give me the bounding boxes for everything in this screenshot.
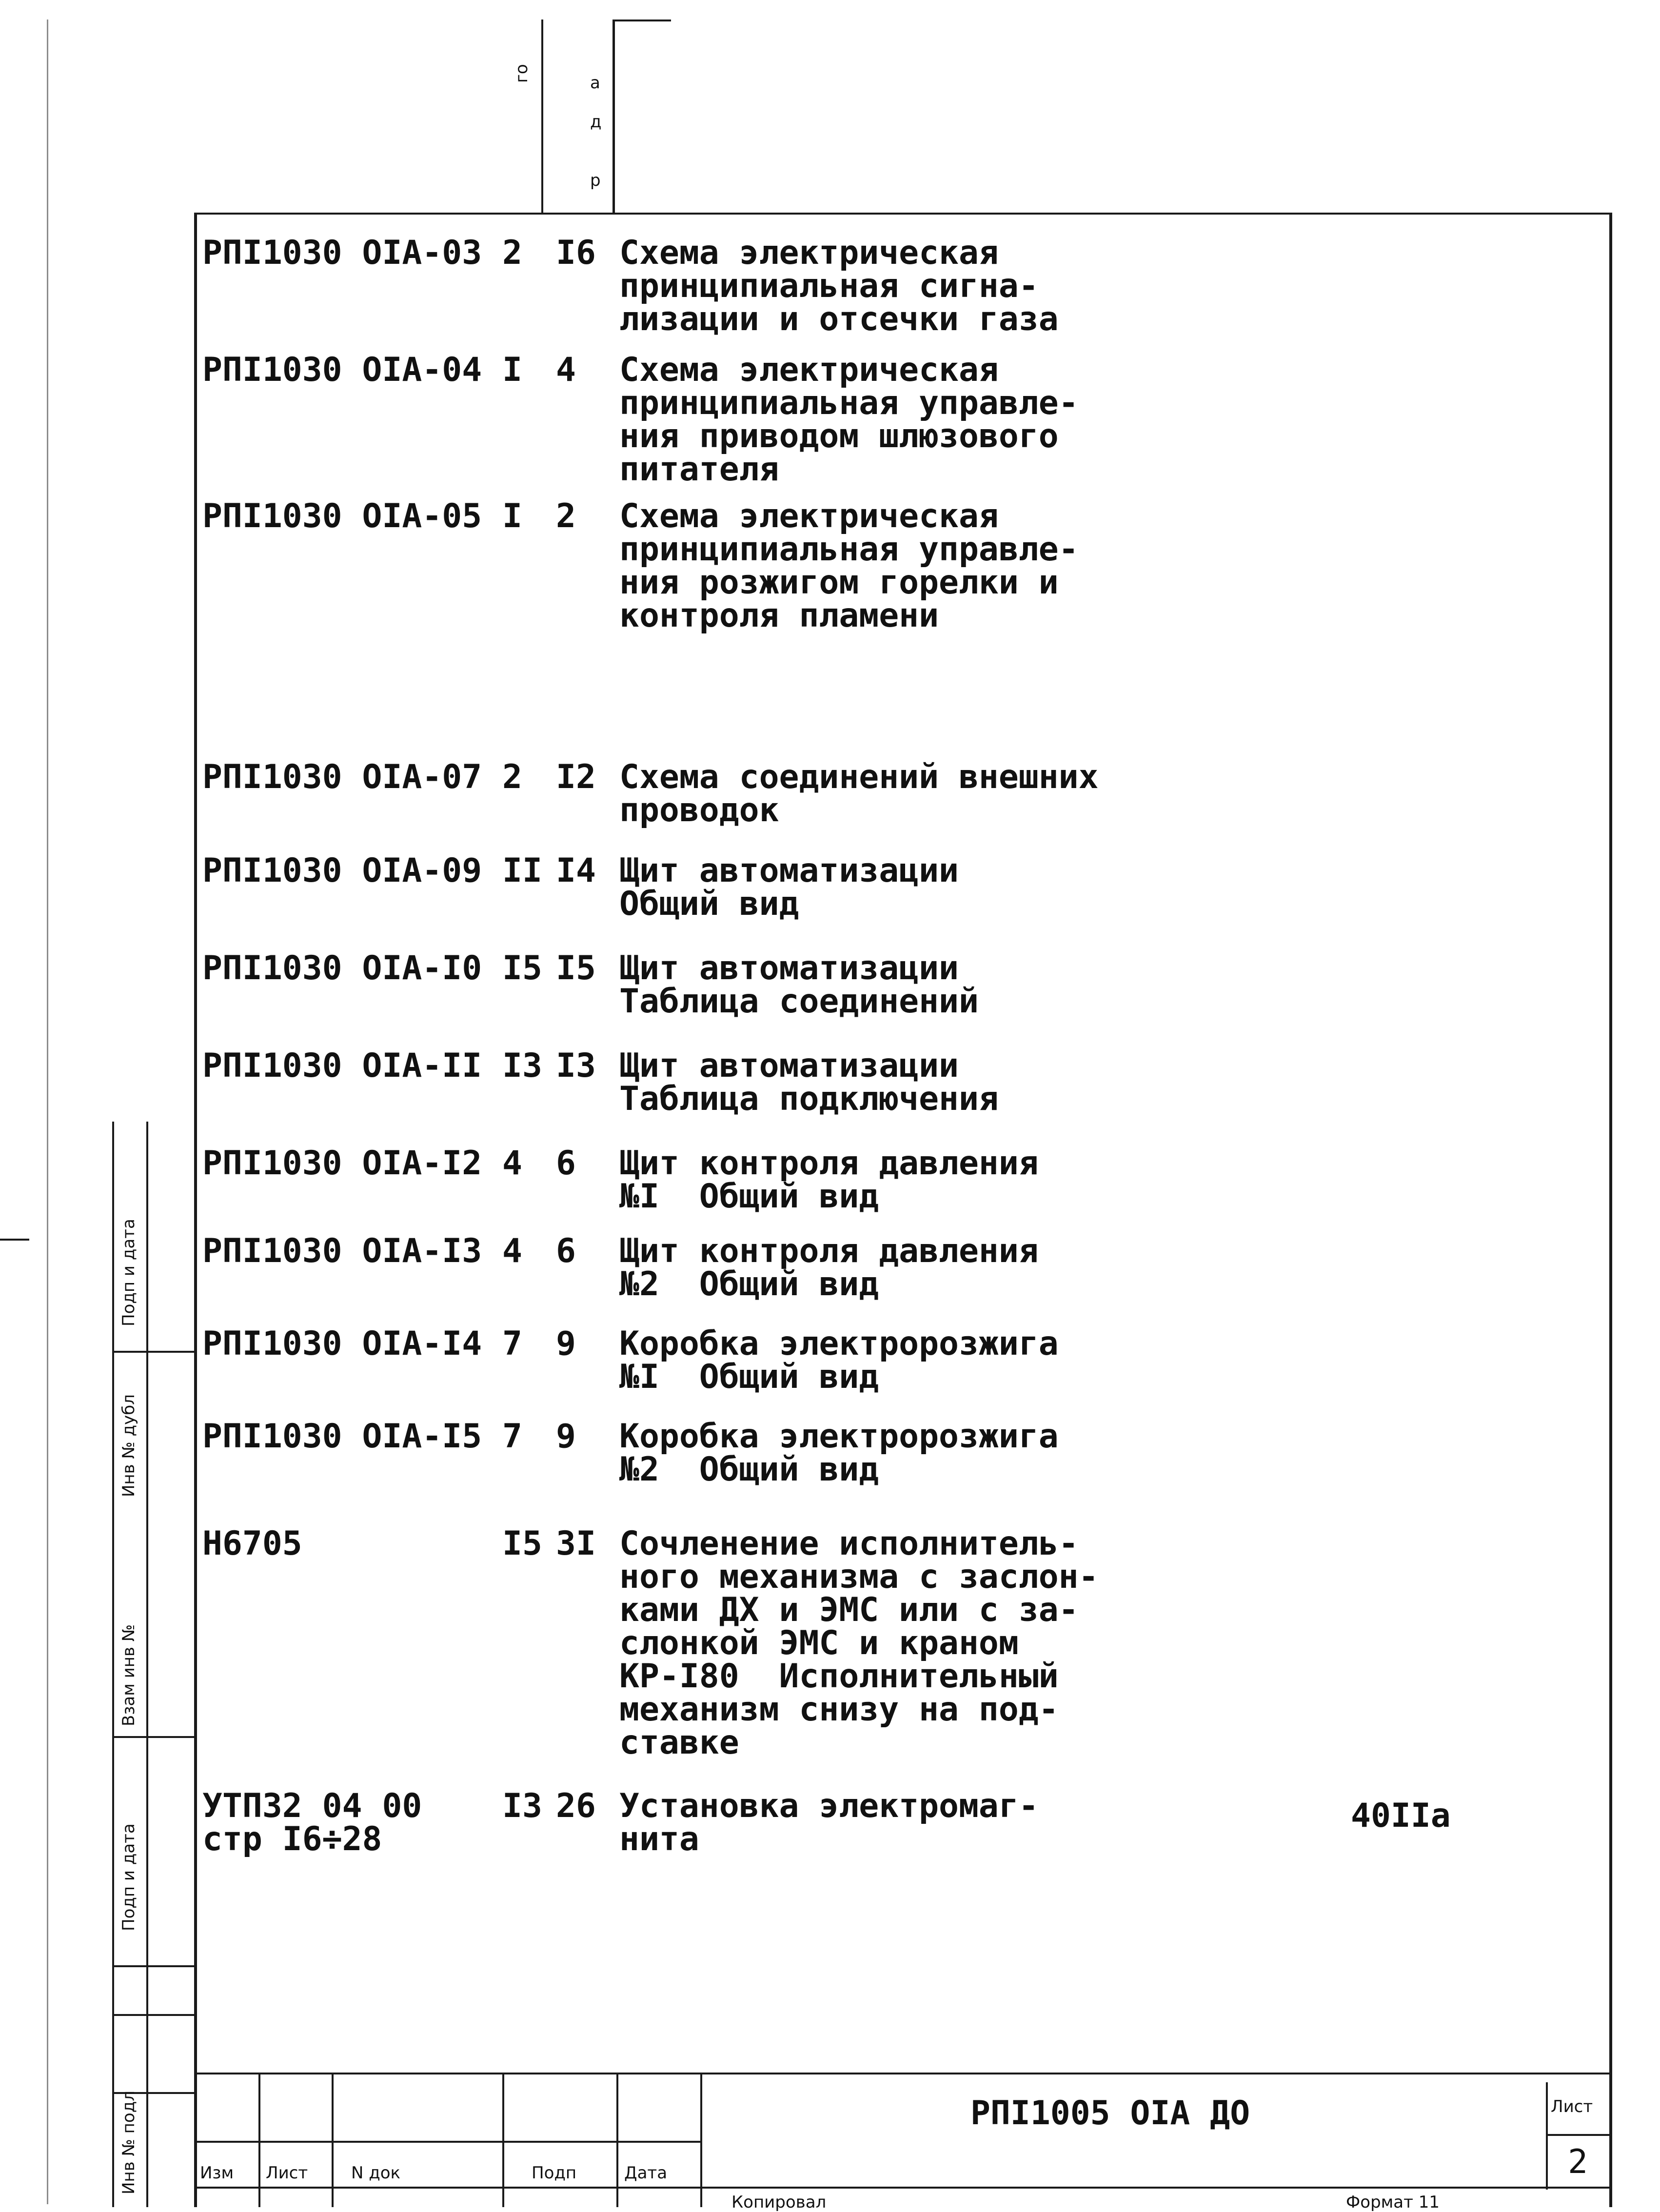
margin-note: 40IIa [1351,1797,1451,1835]
row-code: РПI1030 OIA-03 [202,234,482,272]
row-description: Схема электрическая принципиальная управле- ния приводом шлюзового питателя [619,351,1079,489]
row-col-b: 3I [556,1524,596,1563]
row-description: Щит автоматизации Таблица подключения [619,1047,999,1118]
row-code: РПI1030 OIA-I2 [202,1144,482,1183]
side-strip-mid-line [146,1122,148,2207]
top-block-divider-1 [541,20,543,215]
row-col-a: II [502,851,542,890]
outer-left-mark [47,20,48,2204]
row-col-b: 9 [556,1417,576,1456]
side-strip-div-4 [112,2014,195,2016]
row-col-a: 4 [502,1144,522,1183]
top-label-4: р [590,171,601,190]
side-label-2: Подп и дата [119,1823,138,1931]
row-col-a: I5 [502,949,542,988]
side-label-4: Инв № дубл [119,1394,138,1497]
row-code: РПI1030 OIA-05 [202,497,482,535]
side-strip-div-1 [112,1351,195,1353]
row-col-b: 6 [556,1232,576,1270]
row-code: Н6705 [202,1524,302,1563]
top-label-1: го [512,64,532,83]
row-code: РПI1030 OIA-I4 [202,1324,482,1363]
row-description: Коробка электророзжига №2 Общий вид [619,1417,1059,1489]
frame-top-line [194,213,1612,215]
row-col-a: I [502,351,522,389]
stamp-sheet-col [1546,2082,1548,2190]
frame-right-line [1609,215,1612,2207]
row-description: Щит контроля давления №2 Общий вид [619,1232,1039,1304]
frame-left-line [194,215,197,2207]
row-code: РПI1030 OIA-07 [202,758,482,796]
side-strip-div-2 [112,1736,195,1738]
top-block-top-line [613,20,671,21]
row-description: Схема электрическая принципиальная управле- ния розжигом горелки и контроля пламени [619,497,1079,635]
row-code: РПI1030 OIA-I5 [202,1417,482,1456]
row-description: Щит контроля давления №I Общий вид [619,1144,1039,1216]
stamp-top-line [194,2073,1612,2074]
row-col-b: I2 [556,758,596,796]
side-strip-div-3 [112,1965,195,1967]
row-col-a: I3 [502,1047,542,1085]
side-label-5: Подп и дата [119,1219,138,1326]
row-col-b: 9 [556,1324,576,1363]
top-label-3: д [590,112,602,132]
row-col-a: I [502,497,522,535]
stamp-col-label-2: Лист [266,2163,308,2183]
copied-by-label: Копировал [731,2192,827,2212]
row-description: Схема электрическая принципиальная сигна- лизации и отсечки газа [619,234,1059,338]
row-description: Схема соединений внешних проводок [619,758,1099,830]
row-description: Щит автоматизации Таблица соединений [619,949,979,1021]
sheet-number: 2 [1568,2143,1588,2181]
side-label-3: Взам инв № [119,1624,138,1726]
stamp-col-label-1: Изм [200,2163,234,2183]
top-block-divider-2 [613,20,615,215]
side-strip-left-line [112,1122,114,2207]
row-description: Сочленение исполнитель- ного механизма с заслон- ками ДХ и ЭМС или с за- слонкой ЭМС и краном КР-I80 Исполнительный механизм снизу на под- ставке [619,1524,1099,1762]
stamp-row-line [194,2141,701,2143]
row-col-b: 26 [556,1787,596,1825]
row-code: РПI1030 OIA-II [202,1047,482,1085]
row-col-b: I5 [556,949,596,988]
row-col-a: 7 [502,1324,522,1363]
row-code: РПI1030 OIA-I3 [202,1232,482,1270]
row-col-b: 2 [556,497,576,535]
row-code: РПI1030 OIA-04 [202,351,482,389]
row-col-b: 4 [556,351,576,389]
row-col-a: 2 [502,234,522,272]
row-code: РПI1030 OIA-09 [202,851,482,890]
top-label-2: а [590,73,600,93]
row-description: Щит автоматизации Общий вид [619,851,959,923]
stamp-col-label-5: Дата [624,2163,668,2183]
row-col-a: 4 [502,1232,522,1270]
row-col-a: 7 [502,1417,522,1456]
side-label-1: Инв № подл [119,2091,138,2194]
row-col-b: I6 [556,234,596,272]
row-description: Коробка электророзжига №I Общий вид [619,1324,1059,1396]
row-col-a: 2 [502,758,522,796]
row-col-b: I4 [556,851,596,890]
stamp-bottom-line [194,2187,1612,2189]
row-col-b: I3 [556,1047,596,1085]
row-description: Установка электромаг- нита [619,1787,1039,1858]
outer-tick [0,1239,29,1241]
row-col-b: 6 [556,1144,576,1183]
row-code: УТП32 04 00 стр I6÷28 [202,1787,422,1858]
row-col-a: I5 [502,1524,542,1563]
row-col-a: I3 [502,1787,542,1825]
document-code: РПI1005 OIA ДО [970,2094,1250,2133]
sheet-label: Лист [1551,2097,1593,2116]
stamp-sheet-row [1546,2134,1612,2136]
stamp-col-label-4: Подп [532,2163,577,2183]
format-label: Формат 11 [1346,2192,1440,2212]
row-code: РПI1030 OIA-I0 [202,949,482,988]
stamp-col-label-3: N док [351,2163,401,2183]
